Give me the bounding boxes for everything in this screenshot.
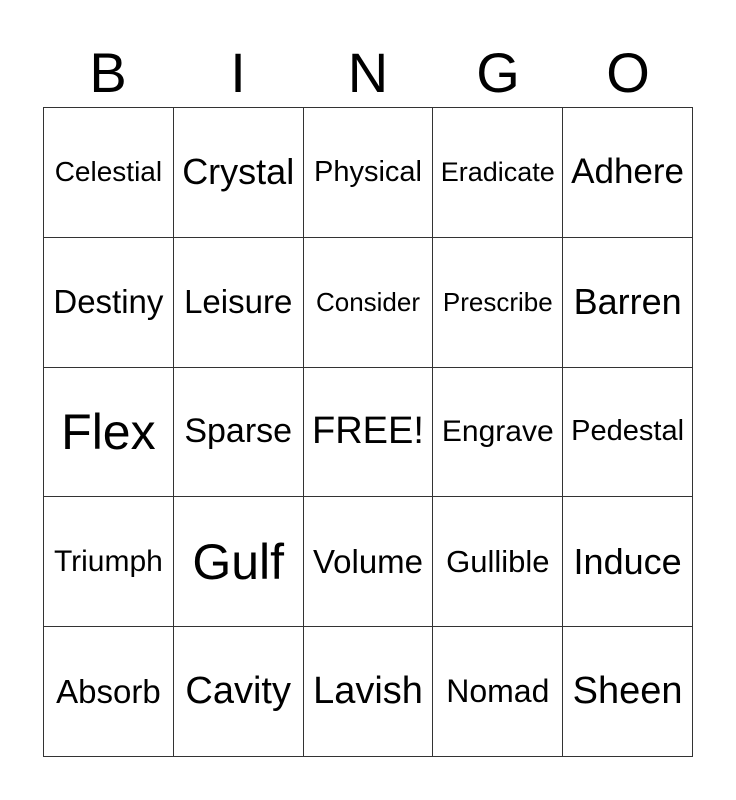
cell-word: Adhere <box>571 152 685 192</box>
header-letter-b: B <box>89 41 127 104</box>
cell-word: Cavity <box>185 670 291 713</box>
bingo-cell[interactable] <box>563 368 693 498</box>
bingo-header <box>43 40 693 106</box>
bingo-cell[interactable] <box>304 627 434 757</box>
cell-word: Sheen <box>572 670 683 713</box>
cell-word: Physical <box>313 155 422 188</box>
bingo-cell[interactable] <box>563 108 693 238</box>
cell-word: Gulf <box>192 533 285 590</box>
bingo-cell[interactable] <box>433 368 563 498</box>
header-letter-o: O <box>606 41 650 104</box>
cell-word: Triumph <box>53 544 163 578</box>
bingo-cell[interactable] <box>563 627 693 757</box>
bingo-cell[interactable] <box>44 238 174 368</box>
bingo-cell[interactable] <box>433 108 563 238</box>
bingo-cell[interactable] <box>44 497 174 627</box>
bingo-cell[interactable] <box>433 627 563 757</box>
cell-word: Nomad <box>446 673 550 710</box>
cell-word: Sparse <box>184 412 293 451</box>
bingo-cell[interactable] <box>174 238 304 368</box>
header-letter-i: I <box>230 41 246 104</box>
bingo-cell[interactable] <box>304 108 434 238</box>
header-letter-g: G <box>476 41 520 104</box>
free-space-label: FREE! <box>312 410 424 453</box>
bingo-cell[interactable] <box>174 497 304 627</box>
cell-word: Absorb <box>56 672 161 710</box>
bingo-cell[interactable] <box>174 627 304 757</box>
cell-word: Lavish <box>313 670 423 713</box>
cell-word: Gullible <box>446 543 550 579</box>
bingo-cell[interactable] <box>563 497 693 627</box>
cell-word: Consider <box>315 286 421 317</box>
bingo-cell[interactable] <box>563 238 693 368</box>
cell-word: Prescribe <box>442 286 553 317</box>
bingo-board <box>43 107 693 757</box>
bingo-cell[interactable] <box>44 627 174 757</box>
bingo-cell[interactable] <box>433 497 563 627</box>
cell-word: Induce <box>573 540 682 582</box>
bingo-cell[interactable] <box>304 238 434 368</box>
cell-word: Barren <box>573 281 682 323</box>
cell-word: Destiny <box>53 283 164 321</box>
bingo-cell[interactable] <box>433 238 563 368</box>
cell-word: Leisure <box>184 283 293 321</box>
bingo-cell[interactable] <box>174 368 304 498</box>
free-space-cell[interactable] <box>304 368 434 498</box>
cell-word: Eradicate <box>440 156 555 187</box>
cell-word: Crystal <box>182 151 295 193</box>
cell-word: Celestial <box>54 156 163 188</box>
cell-word: Volume <box>312 542 424 580</box>
cell-word: Pedestal <box>571 415 685 448</box>
cell-word: Engrave <box>441 414 554 448</box>
bingo-cell[interactable] <box>44 368 174 498</box>
bingo-cell[interactable] <box>44 108 174 238</box>
cell-word: Flex <box>61 403 156 460</box>
bingo-cell[interactable] <box>174 108 304 238</box>
header-letter-n: N <box>347 41 389 104</box>
bingo-cell[interactable] <box>304 497 434 627</box>
